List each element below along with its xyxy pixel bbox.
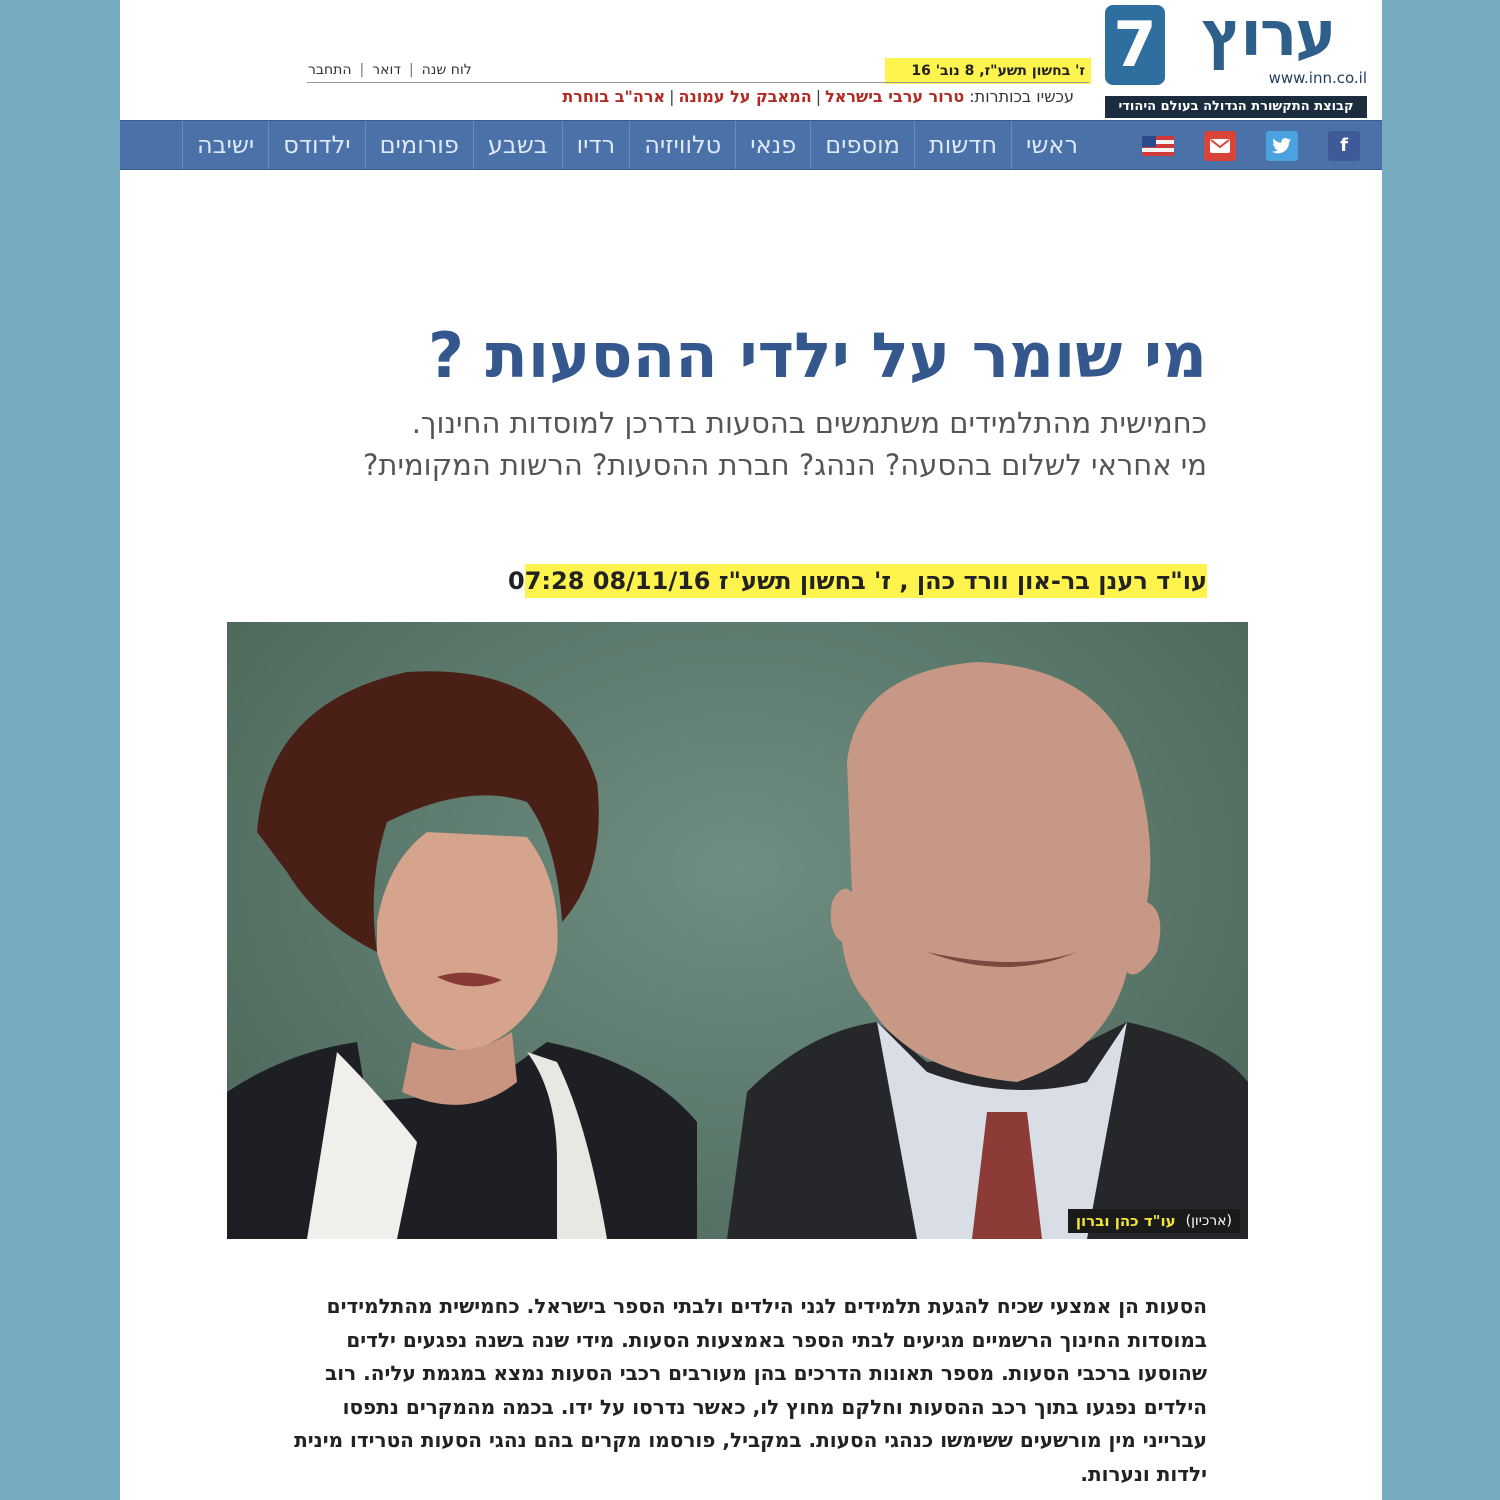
subtitle-line: כחמישית מהתלמידים משתמשים בהסעות בדרכן למוסדות החינוך.: [411, 406, 1207, 440]
nav-item-forums[interactable]: פורומים: [365, 121, 473, 169]
separator: |: [359, 62, 365, 78]
nav-item-yeshiva[interactable]: ישיבה: [182, 121, 268, 169]
headline-link[interactable]: המאבק על עמונה: [678, 87, 812, 106]
article-photo: [227, 622, 1248, 1239]
logo-name: ערוץ: [1201, 0, 1335, 70]
main-nav: [120, 120, 1382, 170]
logo-url: www.inn.co.il: [1268, 69, 1367, 87]
nav-items: [182, 121, 1092, 169]
site-logo[interactable]: [1105, 0, 1367, 91]
headlines-bar: [440, 87, 1074, 109]
social-icons: [1142, 131, 1360, 161]
us-flag-icon[interactable]: [1142, 136, 1174, 156]
nav-item-news[interactable]: חדשות: [914, 121, 1011, 169]
topbar-date: ז' בחשון תשע"ז, 8 נוב' 16: [885, 58, 1091, 84]
separator: |: [669, 87, 675, 106]
headline-link[interactable]: ארה"ב בוחרת: [562, 87, 666, 106]
site-tagline: קבוצת התקשורת הגדולה בעולם היהודי: [1105, 96, 1367, 118]
authors-portrait: [227, 622, 1248, 1239]
logo-number: 7: [1105, 5, 1165, 85]
article-body: הסעות הן אמצעי שכיח להגעת תלמידים לגני הילדים ולבתי הספר בישראל. כחמישית מהתלמידים במוסדות החינוך הרשמיים מגיעים לבתי הספר באמצעות הסעות. מידי שנה בשנה נפגעים ילדים שהוסעו ברכבי הסעות. מספר תאונות הדרכים בהן מעורבים רכבי הסעות נמצא במגמת עליה. רוב הילדים נפגעו בתוך רכב ההסעות וחלקם מחוץ לו, כאשר נדרסו על ידו. בכמה מהמקרים נתפסו עברייני מין מורשעים ששימשו כנהגי הסעות. במקביל, פורסמו מקרים בהם נהגי הסעות הטרידו מינית ילדות ונערות.: [294, 1294, 1207, 1486]
nav-item-supplements[interactable]: מוספים: [810, 121, 914, 169]
nav-item-tv[interactable]: טלוויזיה: [629, 121, 735, 169]
nav-item-besheva[interactable]: בשבע: [473, 121, 562, 169]
article-title: מי שומר על ילדי ההסעות ?: [427, 319, 1207, 392]
login-link[interactable]: התחבר: [308, 62, 352, 78]
article-byline: עו"ד רענן בר-און וורד כהן , ז' בחשון תשע"ז 08/11/16 07:28: [525, 564, 1207, 598]
separator: |: [815, 87, 822, 106]
top-links: [308, 59, 472, 81]
nav-item-leisure[interactable]: פנאי: [735, 121, 810, 169]
mail-icon[interactable]: [1204, 131, 1236, 161]
nav-item-home[interactable]: ראשי: [1011, 121, 1092, 169]
headline-link[interactable]: טרור ערבי בישראל: [825, 87, 965, 106]
headlines-label: עכשיו בכותרות:: [969, 87, 1074, 106]
divider: [307, 82, 1089, 83]
facebook-icon[interactable]: f: [1328, 131, 1360, 161]
article-subtitle: [290, 402, 1207, 532]
photo-caption-credit: (ארכיון): [1185, 1213, 1232, 1229]
photo-caption-name: עו"ד כהן וברון: [1075, 1212, 1176, 1230]
subtitle-line: מי אחראי לשלום בהסעה? הנהג? חברת ההסעות? הרשות המקומית?: [363, 448, 1207, 482]
twitter-icon[interactable]: [1266, 131, 1298, 161]
scanned-page: [120, 0, 1382, 1500]
nav-item-kids[interactable]: ילדודס: [268, 121, 364, 169]
separator: |: [408, 62, 414, 78]
mail-link[interactable]: דואר: [372, 62, 401, 78]
calendar-link[interactable]: לוח שנה: [421, 62, 472, 78]
nav-item-radio[interactable]: רדיו: [562, 121, 630, 169]
photo-caption: [1068, 1209, 1240, 1233]
